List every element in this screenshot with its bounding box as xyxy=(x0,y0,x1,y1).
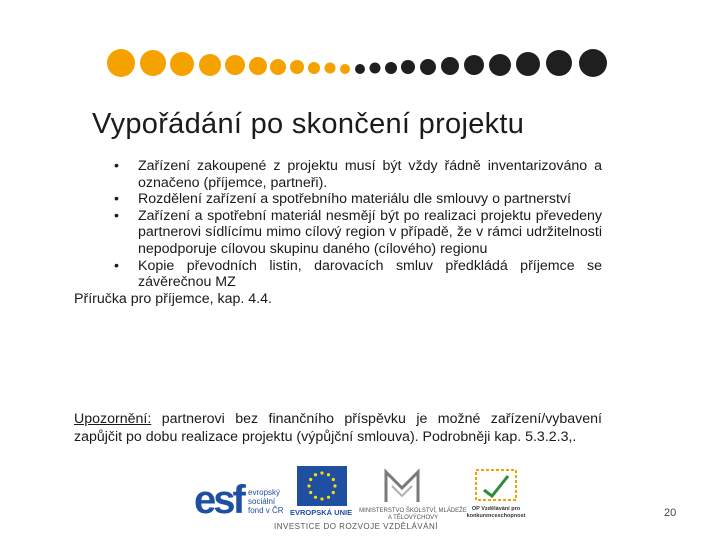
dot xyxy=(385,62,397,74)
dot xyxy=(170,52,194,76)
bullet-text: Rozdělení zařízení a spotřebního materiálu dle smlouvy o partnerství xyxy=(138,191,571,208)
dot xyxy=(225,55,245,75)
dot xyxy=(340,64,350,74)
dot xyxy=(420,59,436,75)
esf-logo-subtitle: evropský sociální fond v ČR xyxy=(248,488,284,515)
list-item xyxy=(74,191,602,208)
msmt-label: MINISTERSTVO ŠKOLSTVÍ, MLÁDEŽE A TĚLOVÝCHOVY xyxy=(359,508,467,521)
dot xyxy=(370,63,381,74)
decorative-dots xyxy=(0,0,720,110)
op-logo-icon xyxy=(474,468,518,502)
dot xyxy=(325,63,336,74)
dot xyxy=(355,64,365,74)
bullet-text: Zařízení zakoupené z projektu musí být vždy řádně inventarizováno a označeno (příjemce, partneři). xyxy=(138,158,602,191)
dot xyxy=(401,60,415,74)
dot xyxy=(270,59,286,75)
op-label: OP Vzdělávání pro konkurenceschopnost xyxy=(466,506,526,519)
dot xyxy=(199,54,221,76)
warning-lead: Upozornění: xyxy=(74,411,152,427)
bullet-marker: • xyxy=(114,207,119,224)
bullet-marker: • xyxy=(114,257,119,274)
dot xyxy=(441,57,459,75)
eu-label: EVROPSKÁ UNIE xyxy=(290,508,353,517)
dot xyxy=(464,55,484,75)
bullet-marker: • xyxy=(114,191,119,208)
dot xyxy=(516,52,540,76)
slide-title: Vypořádání po skončení projektu xyxy=(92,108,525,140)
msmt-logo-icon xyxy=(382,466,422,506)
slide-content xyxy=(74,158,602,307)
bullet-list xyxy=(74,158,602,291)
warning-text: partnerovi bez finančního příspěvku je možné zařízení/vybavení zapůjčit po dobu realizace projektu (výpůjční smlouva). Podrobněji kap. 5.3.2.3,. xyxy=(74,411,602,445)
list-item xyxy=(74,258,602,291)
dot xyxy=(546,50,572,76)
page-number: 20 xyxy=(664,507,677,519)
bullet-text: Kopie převodních listin, darovacích smluv předkládá příjemce se závěrečnou MZ xyxy=(138,257,602,291)
logo-bar xyxy=(190,462,535,540)
eu-flag-icon xyxy=(297,466,347,506)
list-item xyxy=(74,208,602,258)
dot xyxy=(579,49,607,77)
dot xyxy=(489,54,511,76)
dot xyxy=(290,60,304,74)
esf-logo-text: esf xyxy=(194,478,243,522)
list-item xyxy=(74,158,602,191)
dot xyxy=(140,50,166,76)
dot xyxy=(308,62,320,74)
reference-text: Příručka pro příjemce, kap. 4.4. xyxy=(74,290,272,307)
bullet-marker: • xyxy=(114,158,119,174)
logo-footer-text: INVESTICE DO ROZVOJE VZDĚLÁVÁNÍ xyxy=(274,522,438,531)
dot xyxy=(107,49,135,77)
bullet-text: Zařízení a spotřební materiál nesmějí být po realizaci projektu převedeny partnerovi sídlícímu mimo cílový region v případě, že v rámci udržitelnosti nepodporuje cílovou skupinu daného (cílového) regionu xyxy=(138,207,602,257)
warning-paragraph xyxy=(74,411,602,446)
esf-logo xyxy=(192,464,288,520)
dot xyxy=(249,57,267,75)
